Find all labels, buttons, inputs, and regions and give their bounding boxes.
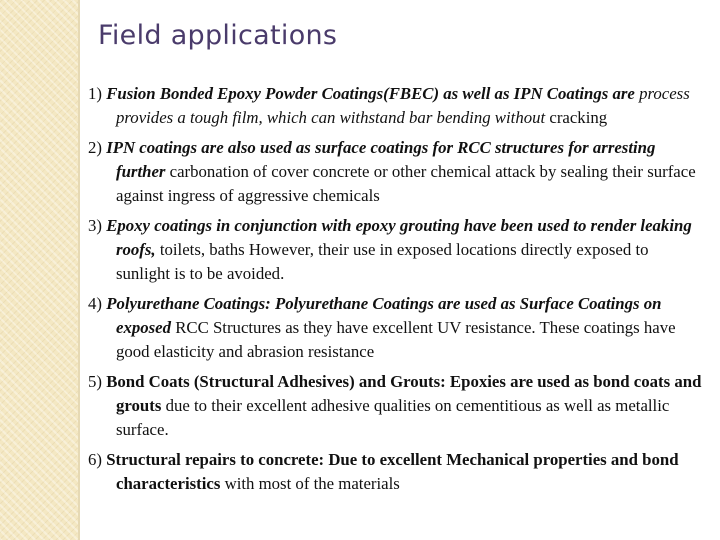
slide-title: Field applications bbox=[98, 20, 338, 51]
item-text: toilets, baths However, their use in exposed locations directly exposed to sunlight is to be avoided. bbox=[116, 240, 649, 283]
decorative-side-panel bbox=[0, 0, 78, 540]
item-text: due to their excellent adhesive qualities on cementitious as well as metallic surface. bbox=[116, 396, 670, 439]
list-item bbox=[88, 214, 704, 286]
item-number: 1) bbox=[88, 84, 102, 103]
item-text: cracking bbox=[545, 108, 608, 127]
list-item bbox=[88, 448, 704, 496]
item-number: 2) bbox=[88, 138, 102, 157]
side-divider bbox=[78, 0, 80, 540]
item-text: with most of the materials bbox=[220, 474, 400, 493]
item-text: carbonation of cover concrete or other chemical attack by sealing their surface against ingress of aggressive chemicals bbox=[116, 162, 696, 205]
list-item bbox=[88, 370, 704, 442]
item-number: 5) bbox=[88, 372, 102, 391]
list-item bbox=[88, 292, 704, 364]
item-emphasis: Epoxy coatings in conjunction with epoxy grouting have been used to render leaking roofs, bbox=[106, 216, 692, 259]
item-number: 4) bbox=[88, 294, 102, 313]
item-emphasis: IPN coatings are also used as surface coatings for RCC structures for arresting further bbox=[106, 138, 656, 181]
item-emphasis: Bond Coats (Structural Adhesives) and Grouts: Epoxies are used as bond coats and grouts bbox=[106, 372, 702, 415]
item-text: RCC Structures as they have excellent UV resistance. These coatings have good elasticity and abrasion resistance bbox=[116, 318, 676, 361]
applications-list bbox=[88, 82, 704, 502]
list-item bbox=[88, 136, 704, 208]
item-emphasis: Structural repairs to concrete: Due to excellent Mechanical properties and bond characteristics bbox=[106, 450, 679, 493]
item-emphasis: Fusion Bonded Epoxy Powder Coatings(FBEC) as well as IPN Coatings are bbox=[106, 84, 635, 103]
item-number: 3) bbox=[88, 216, 102, 235]
item-italic-text: process provides a tough film, which can withstand bar bending without bbox=[116, 84, 690, 127]
list-item bbox=[88, 82, 704, 130]
item-number: 6) bbox=[88, 450, 102, 469]
item-emphasis: Polyurethane Coatings: Polyurethane Coatings are used as Surface Coatings on exposed bbox=[106, 294, 662, 337]
